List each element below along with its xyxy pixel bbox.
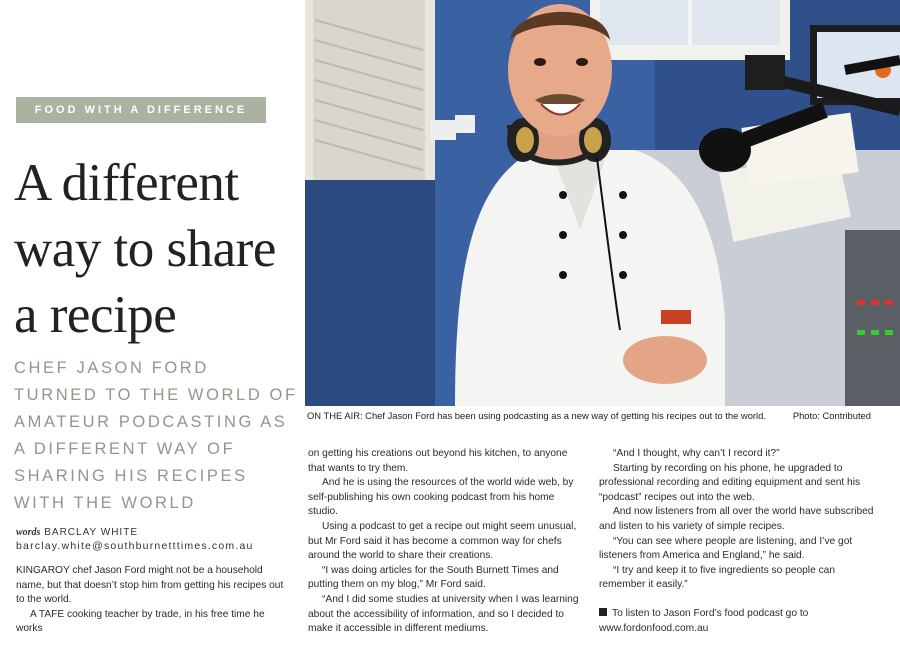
body-column-2 xyxy=(308,447,583,637)
standfirst: CHEF JASON FORD TURNED TO THE WORLD OF AMATEUR PODCASTING AS A DIFFERENT WAY OF SHARING HIS RECIPES WITH THE WORLD xyxy=(14,359,298,512)
body-paragraph: KINGAROY chef Jason Ford might not be a household name, but that doesn’t stop him from getting his recipes out to the world. xyxy=(16,565,284,606)
body-paragraph: on getting his creations out beyond his kitchen, to anyone that wants to try them. xyxy=(308,448,568,474)
byline-author-line xyxy=(16,526,296,539)
body-paragraph: A TAFE cooking teacher by trade, in his free time he works xyxy=(16,608,265,635)
body-column-3 xyxy=(599,447,876,636)
body-paragraph: “And I thought, why can’t I record it?” xyxy=(613,448,780,459)
bullet-square-icon xyxy=(599,608,607,616)
body-paragraph: And he is using the resources of the world wide web, by self-publishing his own cooking podcast from his home studio. xyxy=(308,477,574,518)
body-paragraph: And now listeners from all over the world have subscribed and listen to his variety of simple recipes. xyxy=(599,506,874,532)
chef-photo-illustration xyxy=(305,0,900,406)
byline xyxy=(16,526,296,553)
section-kicker: FOOD WITH A DIFFERENCE xyxy=(16,97,266,123)
photo-caption-text: ON THE AIR: Chef Jason Ford has been using podcasting as a new way of getting his recipes out to the world. xyxy=(307,410,766,421)
byline-email: barclay.white@southburnetttimes.com.au xyxy=(16,540,254,552)
chef-photo xyxy=(305,0,900,406)
byline-author: BARCLAY WHITE xyxy=(44,527,138,538)
body-paragraph: “And I did some studies at university when I was learning about the accessibility of information, and so I decided to make it accessible in different mediums. xyxy=(308,593,579,635)
body-paragraph: “You can see where people are listening, and I’ve got listeners from America and England,” he said. xyxy=(599,535,853,562)
photo-caption xyxy=(307,410,873,422)
photo-credit: Photo: Contributed xyxy=(792,410,871,421)
body-paragraph: Using a podcast to get a recipe out might seem unusual, but Mr Ford said it has become a common way for chefs around the world to share their creations. xyxy=(308,520,577,562)
body-paragraph: “I try and keep it to five ingredients so people can remember it easily.” xyxy=(599,564,835,591)
body-column-1 xyxy=(16,564,292,637)
headline: A different way to share a recipe xyxy=(14,154,276,344)
footnote-text: To listen to Jason Ford’s food podcast go to www.fordonfood.com.au xyxy=(599,607,809,634)
byline-words-label: words xyxy=(16,527,41,538)
body-paragraph: Starting by recording on his phone, he upgraded to professional recording and editing equipment and sent his “podcast” recipes out into the web. xyxy=(599,462,861,503)
footnote xyxy=(599,607,876,636)
body-paragraph: “I was doing articles for the South Burnett Times and putting them on my blog,” Mr Ford said. xyxy=(308,564,559,591)
